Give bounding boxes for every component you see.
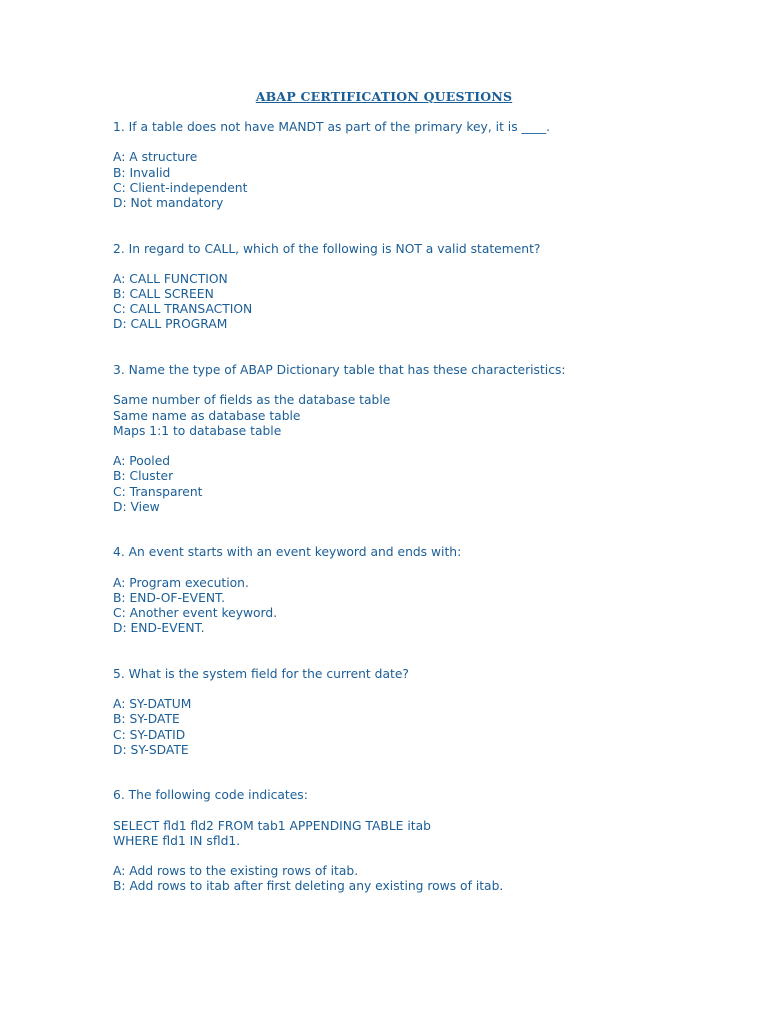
spacer [113, 135, 733, 150]
spacer [113, 378, 733, 393]
spacer [113, 226, 733, 241]
question-list [113, 120, 733, 895]
question-3-text: 3. Name the type of ABAP Dictionary table that has these characteristics: [113, 363, 566, 377]
question-5-text: 5. What is the system field for the current date? [113, 666, 409, 681]
question-1-option-c: C: Client-independent [113, 180, 248, 195]
question-3-option-d: D: View [113, 499, 160, 514]
question-3-detail-3: Maps 1:1 to database table [113, 423, 282, 438]
spacer [113, 560, 733, 575]
question-3-option-c: C: Transparent [113, 484, 203, 499]
question-3-option-a: A: Pooled [113, 454, 171, 469]
spacer [113, 211, 733, 226]
question-5-option-a: A: SY-DATUM [113, 697, 192, 712]
spacer [113, 530, 733, 545]
question-4-option-b: B: END-OF-EVENT. [113, 590, 226, 605]
question-5-option-b: B: SY-DATE [113, 712, 180, 727]
spacer [113, 348, 733, 363]
spacer [113, 849, 733, 864]
spacer [113, 257, 733, 272]
question-1-option-a: A: A structure [113, 150, 198, 165]
question-5-option-c: C: SY-DATID [113, 727, 186, 742]
question-5-option-d: D: SY-SDATE [113, 742, 189, 757]
question-2-option-c: C: CALL TRANSACTION [113, 302, 253, 317]
question-6-option-a: A: Add rows to the existing rows of itab. [113, 864, 359, 879]
question-6-option-b: B: Add rows to itab after first deleting any existing rows of itab. [113, 879, 504, 894]
question-2-option-d: D: CALL PROGRAM [113, 317, 228, 332]
spacer [113, 439, 733, 454]
question-6-code-line-1: SELECT fld1 fld2 FROM tab1 APPENDING TABLE itab [113, 818, 431, 833]
spacer [113, 636, 733, 651]
question-6-code-line-2: WHERE fld1 IN sfld1. [113, 833, 241, 848]
question-1-option-b: B: Invalid [113, 165, 171, 180]
spacer [113, 682, 733, 697]
question-3-detail-1: Same number of fields as the database table [113, 393, 391, 408]
spacer [113, 333, 733, 348]
spacer [113, 652, 733, 667]
question-6-text: 6. The following code indicates: [113, 788, 308, 803]
question-1-text: 1. If a table does not have MANDT as part of the primary key, it is ____. [113, 120, 551, 134]
document-title: ABAP CERTIFICATION QUESTIONS [255, 89, 513, 104]
question-3-option-b: B: Cluster [113, 469, 174, 484]
question-1-option-d: D: Not mandatory [113, 195, 224, 210]
spacer [113, 803, 733, 818]
question-4-option-a: A: Program execution. [113, 575, 249, 590]
question-4-text: 4. An event starts with an event keyword and ends with: [113, 545, 462, 560]
question-2-option-b: B: CALL SCREEN [113, 287, 214, 302]
question-4-option-d: D: END-EVENT. [113, 621, 205, 636]
question-2-option-a: A: CALL FUNCTION [113, 271, 228, 286]
spacer [113, 758, 733, 773]
question-3-detail-2: Same name as database table [113, 408, 301, 423]
spacer [113, 773, 733, 788]
question-2-text: 2. In regard to CALL, which of the following is NOT a valid statement? [113, 241, 541, 256]
spacer [113, 515, 733, 530]
question-4-option-c: C: Another event keyword. [113, 606, 278, 620]
